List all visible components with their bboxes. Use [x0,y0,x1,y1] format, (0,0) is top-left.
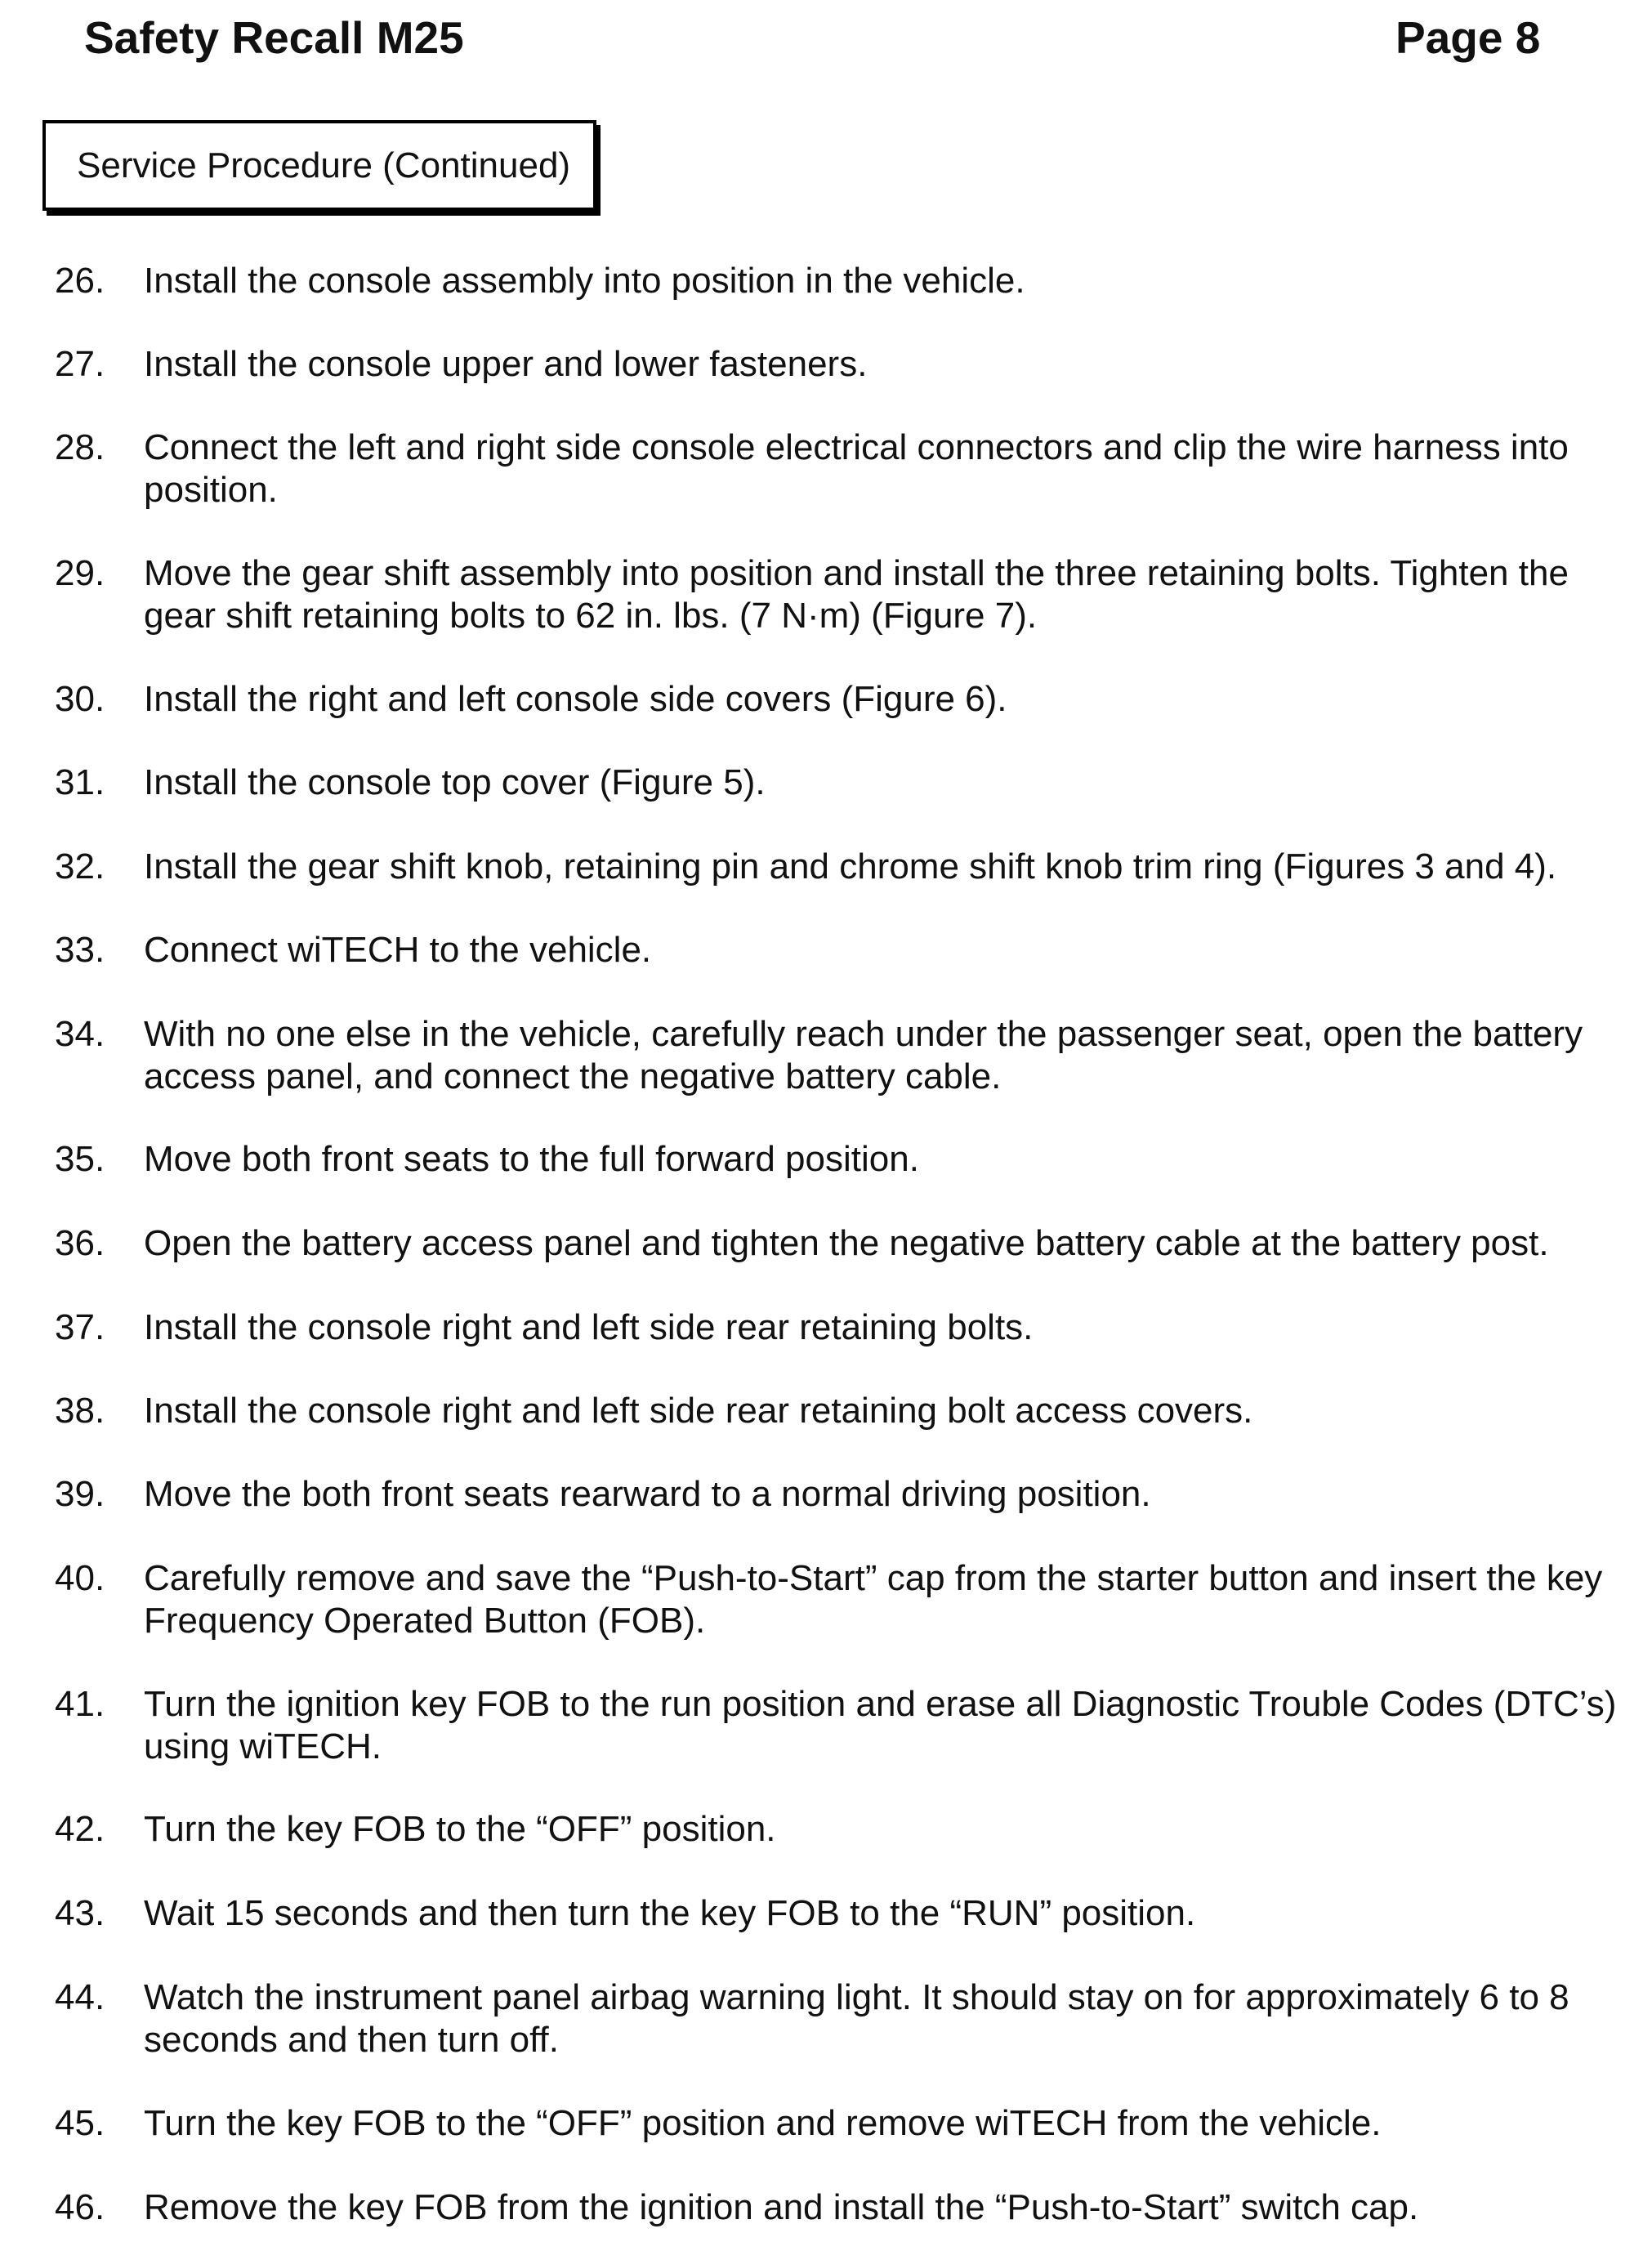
step-text: Connect the left and right side console electrical connectors and clip the wire harness into position. [144,427,1569,510]
page-number: Page 8 [1395,12,1541,63]
step-text: Install the console right and left side rear retaining bolt access covers. [144,1391,1253,1431]
step-number: 32. [55,846,105,887]
step-number: 40. [55,1558,105,1598]
step-number: 26. [55,261,105,301]
step-text: Wait 15 seconds and then turn the key FOB to the “RUN” position. [144,1893,1196,1933]
step-text: Install the gear shift knob, retaining pin and chrome shift knob trim ring (Figures 3 and 4). [144,846,1557,887]
step-text: Open the battery access panel and tighten the negative battery cable at the battery post. [144,1223,1549,1263]
document-title: Safety Recall M25 [84,12,464,63]
step-number: 29. [55,553,105,593]
step-text: Watch the instrument panel airbag warning light. It should stay on for approximately 6 to 8 seconds and then turn off. [144,1977,1569,2060]
step-text: Connect wiTECH to the vehicle. [144,930,652,970]
step-number: 34. [55,1014,105,1054]
step-text: Turn the key FOB to the “OFF” position and remove wiTECH from the vehicle. [144,2103,1382,2143]
step-number: 33. [55,930,105,970]
step-number: 46. [55,2187,105,2227]
step-text: Move the gear shift assembly into position and install the three retaining bolts. Tighten the gear shift retaining bolts to 62 in. lbs. (7 N·m) (Figure 7). [144,553,1569,636]
section-heading: Service Procedure (Continued) [77,145,571,185]
step-text: Turn the key FOB to the “OFF” position. [144,1809,776,1849]
step-number: 36. [55,1223,105,1263]
step-number: 44. [55,1977,105,2017]
step-number: 31. [55,762,105,802]
step-text: Install the right and left console side covers (Figure 6). [144,679,1007,719]
step-number: 43. [55,1893,105,1933]
step-text: Turn the ignition key FOB to the run position and erase all Diagnostic Trouble Codes (DTC’s) using wiTECH. [144,1684,1617,1766]
step-number: 35. [55,1139,105,1179]
step-number: 39. [55,1474,105,1514]
step-text: Install the console top cover (Figure 5). [144,762,766,802]
step-number: 42. [55,1809,105,1849]
step-text: Move both front seats to the full forward position. [144,1139,919,1179]
step-number: 37. [55,1307,105,1347]
step-number: 28. [55,427,105,467]
step-number: 27. [55,344,105,384]
step-number: 38. [55,1391,105,1431]
step-text: Install the console right and left side rear retaining bolts. [144,1307,1034,1347]
step-number: 30. [55,679,105,719]
step-text: Remove the key FOB from the ignition and install the “Push-to-Start” switch cap. [144,2187,1419,2227]
step-number: 45. [55,2103,105,2143]
step-text: Move the both front seats rearward to a normal driving position. [144,1474,1151,1514]
step-text: With no one else in the vehicle, carefully reach under the passenger seat, open the battery access panel, and connect the negative battery cable. [144,1014,1583,1096]
step-text: Install the console upper and lower fasteners. [144,344,868,384]
step-text: Carefully remove and save the “Push-to-Start” cap from the starter button and insert the key Frequency Operated Button (FOB). [144,1558,1603,1641]
step-number: 41. [55,1684,105,1724]
step-text: Install the console assembly into position in the vehicle. [144,261,1025,301]
